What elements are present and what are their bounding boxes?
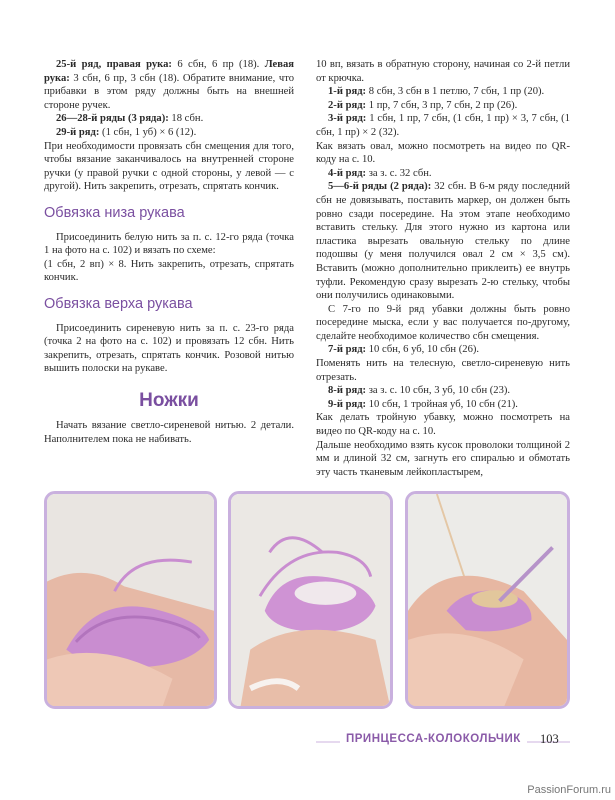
row-8-label: 8-й ряд: — [328, 385, 367, 397]
row-4-text: за з. с. 32 сбн. — [366, 167, 432, 179]
row-2-text: 1 пр, 7 сбн, 3 пр, 7 сбн, 2 пр (26). — [366, 99, 518, 111]
triple-decrease-note: Как делать тройную убавку, можно посмотреть на видео по QR-коду на с. 10. — [316, 412, 570, 438]
row-8 — [316, 384, 570, 398]
row-8-text: за з. с. 10 сбн, 3 уб, 10 сбн (23). — [366, 385, 511, 397]
legs-heading: Ножки — [139, 389, 199, 411]
row-3-text: 1 сбн, 1 пр, 7 сбн, (1 сбн, 1 пр) × 3, 7 сбн, (1 сбн, 1 пр) × 2 (32). — [316, 113, 570, 138]
row-26-28-paragraph — [44, 112, 294, 126]
page-number: 103 — [540, 732, 559, 746]
row-7 — [316, 343, 570, 357]
row-25-paragraph — [44, 58, 294, 112]
chain-start: 10 вп, вязать в обратную сторону, начиная со 2-й петли от крючка. — [316, 59, 570, 84]
row-3-label: 3-й ряд: — [328, 113, 367, 125]
row-5-6 — [316, 180, 570, 302]
row-25-label: 25-й ряд, правая рука: — [56, 59, 172, 70]
running-title: ПРИНЦЕССА-КОЛОКОЛЬЧИК — [340, 733, 527, 745]
photo-shoe-hand-1 — [44, 491, 217, 709]
row-3 — [316, 112, 570, 139]
row-9-label: 9-й ряд: — [328, 398, 367, 410]
row-25-text: 6 сбн, 6 пр (18). — [171, 59, 265, 70]
offset-paragraph: При необходимости провязать сбн смещения для того, чтобы вязание заканчивалось на внутренней стороне ручки (у правой ручки с одной стороны, у левой — с другой). Нить закрепить, отрезать, спрятать кончик. — [44, 140, 294, 193]
row-5-6-label: 5—6-й ряды (2 ряда): — [328, 181, 432, 193]
row-5-6-text: 32 сбн. В 6-м ряду последний сбн не довязывать, поставить маркер, он должен быть ровно сзади посередине. На этом этапе необходимо вставить стельку. Для этого нужно из картона или пластика вырезать овальную стельку по длине подошвы (у меня получился овал 2 см × 3,5 см). Вставить (можно дополнительно приклеить) ее внутрь туфли. Рекомендую сразу вырезать 2-ю стельку, чтобы они получились одинаковыми. — [316, 181, 570, 302]
right-column — [316, 58, 570, 479]
left-hand-text: 3 сбн, 6 пр, 3 сбн (18). Обратите внимание, что прибавки в этом ряду должны быть на внешней стороне ручек. — [44, 72, 294, 111]
row-1-text: 8 сбн, 3 сбн в 1 петлю, 7 сбн, 1 пр (20). — [366, 86, 545, 98]
row-2-label: 2-й ряд: — [328, 99, 367, 111]
watermark: PassionForum.ru — [527, 784, 611, 796]
sleeve-bottom-heading: Обвязка низа рукава — [44, 204, 185, 221]
row-7-label: 7-й ряд: — [328, 344, 367, 356]
sleeve-bottom-scheme: (1 сбн, 2 вп) × 8. Нить закрепить, отрезать, спрятать кончик. — [44, 258, 294, 284]
row-9-text: 10 сбн, 1 тройная уб, 10 сбн (21). — [366, 398, 518, 410]
row-1-label: 1-й ряд: — [328, 86, 367, 98]
row-2 — [316, 99, 570, 113]
sleeve-bottom-text: Присоединить белую нить за п. с. 12-го ряда (точка 1 на фото на с. 102) и вязать по схеме: — [44, 231, 294, 257]
photo-shoe-hand-2 — [228, 491, 393, 709]
change-yarn-note: Поменять нить на телесную, светло-сиреневую нить отрезать. — [316, 358, 570, 383]
row-7-text: 10 сбн, 6 уб, 10 сбн (26). — [366, 344, 480, 356]
row-26-28-label: 26—28-й ряды (3 ряда): — [56, 113, 169, 125]
oval-video-note: Как вязать овал, можно посмотреть на видео по QR-коду на с. 10. — [316, 140, 570, 166]
sleeve-top-text: Присоединить сиреневую нить за п. с. 23-го ряда (точка 2 на фото на с. 102) и провязать 12 сбн. Нить закрепить, отрезать, спрятать кончик. Розовой нитью вышить полоски на рукаве. — [44, 322, 294, 375]
row-26-28-text: 18 сбн. — [168, 113, 204, 125]
legs-intro: Начать вязание светло-сиреневой нитью. 2 детали. Наполнителем пока не набивать. — [44, 420, 294, 446]
left-hand-label: Левая рука: — [44, 59, 294, 84]
sleeve-top-heading: Обвязка верха рукава — [44, 295, 193, 312]
left-column — [44, 58, 294, 447]
photo-shoe-hand-3 — [405, 491, 570, 709]
row-9 — [316, 398, 570, 412]
decrease-note: С 7-го по 9-й ряд убавки должны быть ровно посередине мыска, если у вас получается по-другому, сделайте необходимое количество сбн смещения. — [316, 303, 570, 342]
wire-note: Дальше необходимо взять кусок проволоки толщиной 2 мм и длиной 32 см, загнуть его спиралью и обмотать эту часть тканевым лейкопластырем, — [316, 439, 570, 478]
row-29-text: (1 сбн, 1 уб) × 6 (12). — [99, 126, 197, 138]
row-29-paragraph — [44, 126, 294, 140]
row-4-label: 4-й ряд: — [328, 167, 367, 179]
row-4 — [316, 167, 570, 181]
row-29-label: 29-й ряд: — [56, 126, 100, 138]
row-1 — [316, 85, 570, 99]
